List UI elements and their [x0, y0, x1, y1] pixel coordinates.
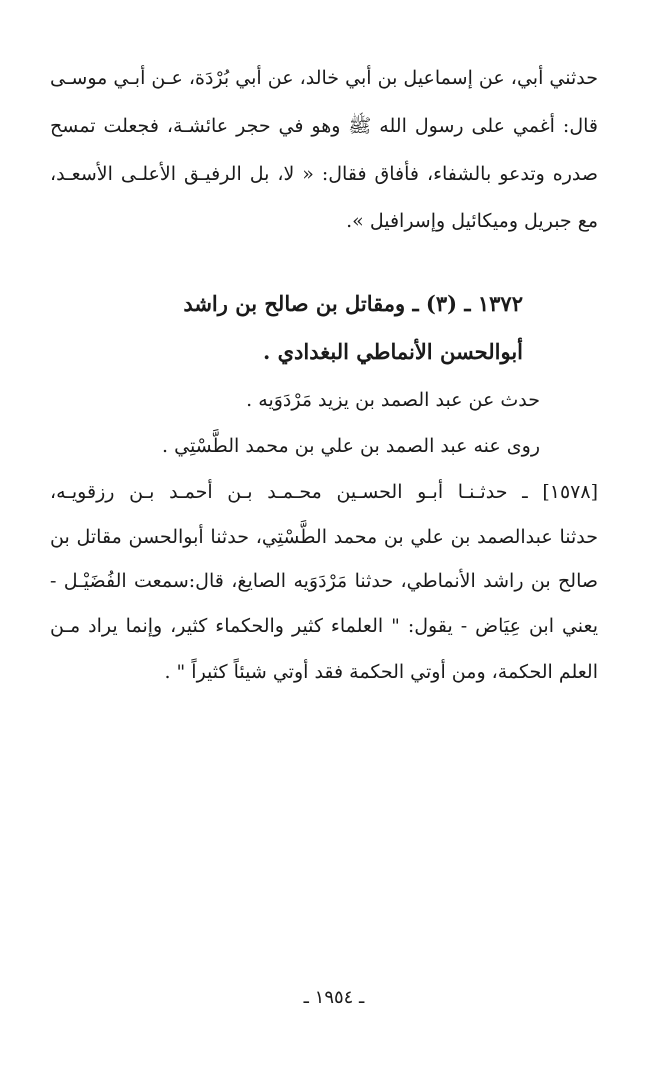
text-line: حدثني أبي، عن إسماعيل بن أبي خالد، عن أبي بُرْدَة، عـن أبـي موسـى	[50, 67, 598, 89]
text-line: حدثنا عبدالصمد بن علي بن محمد الطَّسْتِي، حدثنا أبوالحسن مقاتل بن	[50, 526, 598, 548]
text-line: مع جبريل وميكائيل وإسرافيل ».	[346, 210, 598, 232]
text-line: حدث عن عبد الصمد بن يزيد مَرْدَوَيه .	[246, 389, 540, 411]
text-line: العلم الحكمة، ومن أوتي الحكمة فقد أوتي شيئاً كثيراً " .	[164, 661, 598, 683]
text-line: روى عنه عبد الصمد بن علي بن محمد الطَّسْتِي .	[162, 435, 540, 457]
text-line: صالح بن راشد الأنماطي، حدثنا مَرْدَوَيه الصايغ، قال:سمعت الفُضَيْـل -	[50, 570, 598, 592]
text-line: [١٥٧٨] ـ حدثـنـا أبـو الحسـين محـمـد بـن أحمـد بـن رزقويـه،	[50, 481, 598, 503]
text-line: قال: أغمي على رسول الله ﷺ وهو في حجر عائشـة، فجعلت تمسح	[50, 115, 598, 137]
text-line: صدره وتدعو بالشفاء، فأفاق فقال: « لا، بل الرفيـق الأعلـى الأسعـد،	[50, 163, 598, 185]
text-line: يعني ابن عِيَاض - يقول: " العلماء كثير والحكماء كثير، وإنما يراد مـن	[50, 615, 598, 637]
entry-heading: ١٣٧٢ ـ (٣) ـ ومقاتل بن صالح بن راشد	[183, 291, 523, 316]
page-number: ـ ١٩٥٤ ـ	[303, 987, 365, 1008]
entry-subheading: أبوالحسن الأنماطي البغدادي .	[262, 339, 523, 364]
